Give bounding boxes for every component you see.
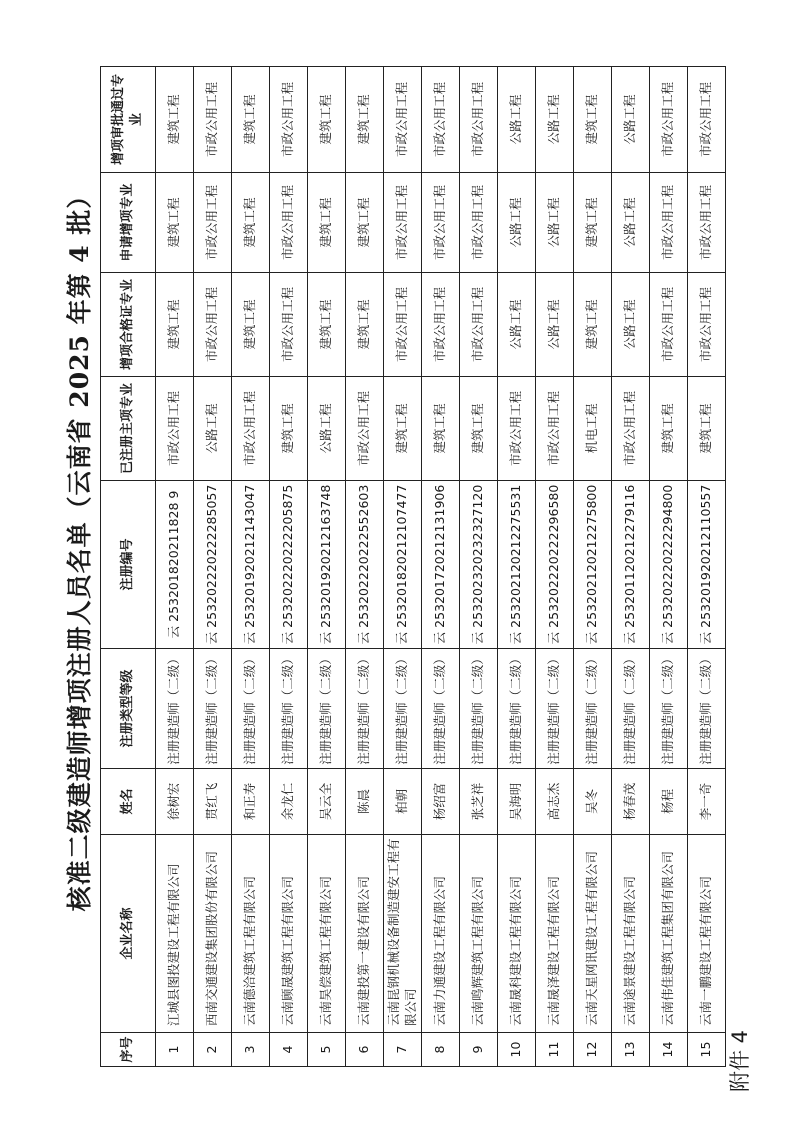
cell-company: 云南德洽建筑工程有限公司 <box>232 835 270 1033</box>
table-row <box>384 67 422 1067</box>
cell-main-major: 市政公用工程 <box>232 377 270 481</box>
cell-cert-major: 公路工程 <box>536 273 574 377</box>
cell-serial: 14 <box>650 1033 688 1067</box>
table-row <box>650 67 688 1067</box>
table-row <box>308 67 346 1067</box>
cell-name: 吴海明 <box>498 769 536 835</box>
cell-company: 云南昊偿建筑工程有限公司 <box>308 835 346 1033</box>
cell-cert-major: 公路工程 <box>612 273 650 377</box>
cell-reg-type: 注册建造师（二级） <box>688 649 726 769</box>
cell-company: 云南天星网讯建设工程有限公司 <box>574 835 612 1033</box>
cell-serial: 4 <box>270 1033 308 1067</box>
cell-cert-major: 市政公用工程 <box>422 273 460 377</box>
cell-reg-type: 注册建造师（二级） <box>194 649 232 769</box>
cell-company: 云南途景建设工程有限公司 <box>612 835 650 1033</box>
table-row <box>612 67 650 1067</box>
header-reg-number: 注册编号 <box>101 481 156 649</box>
cell-reg-type: 注册建造师（二级） <box>308 649 346 769</box>
cell-reg-type: 注册建造师（二级） <box>346 649 384 769</box>
cell-cert-major: 市政公用工程 <box>688 273 726 377</box>
cell-reg-type: 注册建造师（二级） <box>650 649 688 769</box>
cell-apply-major: 市政公用工程 <box>460 173 498 273</box>
cell-reg-type: 注册建造师（二级） <box>156 649 194 769</box>
cell-main-major: 市政公用工程 <box>498 377 536 481</box>
cell-reg-number: 云 253202220222294800 <box>650 481 688 649</box>
cell-serial: 12 <box>574 1033 612 1067</box>
cell-reg-number: 云 253202220222205875 <box>270 481 308 649</box>
cell-serial: 3 <box>232 1033 270 1067</box>
cell-approved-major: 建筑工程 <box>574 67 612 173</box>
cell-apply-major: 市政公用工程 <box>194 173 232 273</box>
cell-main-major: 公路工程 <box>194 377 232 481</box>
cell-company: 江城县图投建设工程有限公司 <box>156 835 194 1033</box>
cell-serial: 10 <box>498 1033 536 1067</box>
cell-cert-major: 建筑工程 <box>232 273 270 377</box>
cell-reg-number: 云 253201920212163748 <box>308 481 346 649</box>
cell-serial: 2 <box>194 1033 232 1067</box>
cell-cert-major: 公路工程 <box>498 273 536 377</box>
cell-approved-major: 市政公用工程 <box>422 67 460 173</box>
cell-reg-number: 云 253202120212275800 <box>574 481 612 649</box>
cell-main-major: 公路工程 <box>308 377 346 481</box>
cell-name: 陈晨 <box>346 769 384 835</box>
cell-company: 云南伟佳建筑工程集团有限公司 <box>650 835 688 1033</box>
cell-reg-type: 注册建造师（二级） <box>460 649 498 769</box>
cell-name: 杨春茂 <box>612 769 650 835</box>
cell-main-major: 市政公用工程 <box>612 377 650 481</box>
cell-serial: 7 <box>384 1033 422 1067</box>
cell-approved-major: 市政公用工程 <box>194 67 232 173</box>
cell-company: 云南昆钢机械设备制造建安工程有限公司 <box>384 835 422 1033</box>
cell-apply-major: 公路工程 <box>612 173 650 273</box>
cell-cert-major: 市政公用工程 <box>194 273 232 377</box>
cell-main-major: 建筑工程 <box>422 377 460 481</box>
cell-company: 云南一鹏建设工程有限公司 <box>688 835 726 1033</box>
table-row <box>346 67 384 1067</box>
cell-reg-type: 注册建造师（二级） <box>232 649 270 769</box>
cell-reg-type: 注册建造师（二级） <box>384 649 422 769</box>
cell-main-major: 市政公用工程 <box>156 377 194 481</box>
cell-main-major: 建筑工程 <box>460 377 498 481</box>
cell-reg-number: 云 253201120212279116 <box>612 481 650 649</box>
cell-name: 和正寿 <box>232 769 270 835</box>
cell-cert-major: 市政公用工程 <box>650 273 688 377</box>
cell-reg-number: 云 253202220222285057 <box>194 481 232 649</box>
cell-reg-number: 云 253201920212143047 <box>232 481 270 649</box>
cell-company: 云南顾晟建筑工程有限公司 <box>270 835 308 1033</box>
cell-company: 云南建投第一建设有限公司 <box>346 835 384 1033</box>
cell-apply-major: 建筑工程 <box>308 173 346 273</box>
cell-main-major: 建筑工程 <box>270 377 308 481</box>
cell-main-major: 建筑工程 <box>688 377 726 481</box>
table-row <box>688 67 726 1067</box>
cell-company: 西南交通建设集团股份有限公司 <box>194 835 232 1033</box>
page-title: 核准二级建造师增项注册人员名单（云南省 2025 年第 4 批） <box>65 182 94 912</box>
cell-main-major: 市政公用工程 <box>536 377 574 481</box>
cell-cert-major: 建筑工程 <box>156 273 194 377</box>
cell-approved-major: 建筑工程 <box>308 67 346 173</box>
cell-approved-major: 市政公用工程 <box>688 67 726 173</box>
cell-reg-type: 注册建造师（二级） <box>422 649 460 769</box>
cell-reg-number: 云 253201820212107477 <box>384 481 422 649</box>
table-row <box>460 67 498 1067</box>
cell-apply-major: 市政公用工程 <box>422 173 460 273</box>
table-header-row <box>101 67 156 1067</box>
table-row <box>574 67 612 1067</box>
header-apply-major: 申请增项专业 <box>101 173 156 273</box>
cell-approved-major: 建筑工程 <box>156 67 194 173</box>
table-row <box>270 67 308 1067</box>
header-approved-major: 增项审批通过专业 <box>101 67 156 173</box>
table-row <box>536 67 574 1067</box>
cell-approved-major: 公路工程 <box>536 67 574 173</box>
cell-serial: 13 <box>612 1033 650 1067</box>
cell-serial: 11 <box>536 1033 574 1067</box>
cell-name: 贯红飞 <box>194 769 232 835</box>
cell-reg-number: 云 253202120212275531 <box>498 481 536 649</box>
cell-apply-major: 建筑工程 <box>346 173 384 273</box>
cell-name: 余龙仁 <box>270 769 308 835</box>
cell-reg-type: 注册建造师（二级） <box>612 649 650 769</box>
attachment-label: 附件 4 <box>728 1029 752 1092</box>
cell-approved-major: 市政公用工程 <box>270 67 308 173</box>
header-serial: 序号 <box>101 1033 156 1067</box>
cell-serial: 6 <box>346 1033 384 1067</box>
cell-approved-major: 市政公用工程 <box>650 67 688 173</box>
cell-reg-number: 云 253202220222296580 <box>536 481 574 649</box>
cell-name: 杨绍富 <box>422 769 460 835</box>
cell-serial: 15 <box>688 1033 726 1067</box>
cell-company: 云南晟泽建设工程有限公司 <box>536 835 574 1033</box>
header-name: 姓名 <box>101 769 156 835</box>
cell-main-major: 建筑工程 <box>650 377 688 481</box>
cell-main-major: 机电工程 <box>574 377 612 481</box>
cell-apply-major: 公路工程 <box>536 173 574 273</box>
cell-apply-major: 市政公用工程 <box>688 173 726 273</box>
cell-reg-number: 云 253202220222552603 <box>346 481 384 649</box>
cell-name: 杨程 <box>650 769 688 835</box>
table-row <box>194 67 232 1067</box>
cell-reg-type: 注册建造师（二级） <box>536 649 574 769</box>
cell-main-major: 市政公用工程 <box>346 377 384 481</box>
cell-apply-major: 建筑工程 <box>232 173 270 273</box>
cell-name: 吴云全 <box>308 769 346 835</box>
cell-reg-type: 注册建造师（二级） <box>574 649 612 769</box>
registration-table <box>100 66 726 1067</box>
cell-cert-major: 建筑工程 <box>346 273 384 377</box>
cell-apply-major: 建筑工程 <box>574 173 612 273</box>
cell-name: 徐树宏 <box>156 769 194 835</box>
cell-serial: 9 <box>460 1033 498 1067</box>
cell-apply-major: 市政公用工程 <box>270 173 308 273</box>
cell-cert-major: 市政公用工程 <box>460 273 498 377</box>
cell-approved-major: 公路工程 <box>612 67 650 173</box>
cell-name: 高志杰 <box>536 769 574 835</box>
cell-reg-type: 注册建造师（二级） <box>498 649 536 769</box>
cell-apply-major: 建筑工程 <box>156 173 194 273</box>
header-reg-type: 注册类型等级 <box>101 649 156 769</box>
header-main-major: 已注册主项专业 <box>101 377 156 481</box>
cell-cert-major: 市政公用工程 <box>384 273 422 377</box>
cell-name: 柏朝 <box>384 769 422 835</box>
cell-serial: 1 <box>156 1033 194 1067</box>
table-body <box>156 67 726 1067</box>
cell-serial: 8 <box>422 1033 460 1067</box>
cell-reg-number: 云 253201820211828 9 <box>156 481 194 649</box>
cell-reg-type: 注册建造师（二级） <box>270 649 308 769</box>
cell-approved-major: 市政公用工程 <box>460 67 498 173</box>
cell-company: 云南晟科建设工程有限公司 <box>498 835 536 1033</box>
cell-reg-number: 云 253201920212110557 <box>688 481 726 649</box>
cell-name: 张芝祥 <box>460 769 498 835</box>
cell-approved-major: 建筑工程 <box>232 67 270 173</box>
cell-reg-number: 云 253201720212131906 <box>422 481 460 649</box>
cell-name: 吴冬 <box>574 769 612 835</box>
table-row <box>156 67 194 1067</box>
cell-approved-major: 建筑工程 <box>346 67 384 173</box>
cell-cert-major: 建筑工程 <box>308 273 346 377</box>
table-row <box>422 67 460 1067</box>
cell-name: 李一奇 <box>688 769 726 835</box>
cell-apply-major: 市政公用工程 <box>384 173 422 273</box>
header-company: 企业名称 <box>101 835 156 1033</box>
cell-apply-major: 公路工程 <box>498 173 536 273</box>
cell-approved-major: 市政公用工程 <box>384 67 422 173</box>
cell-company: 云南鸣辉建筑工程有限公司 <box>460 835 498 1033</box>
cell-cert-major: 市政公用工程 <box>270 273 308 377</box>
cell-apply-major: 市政公用工程 <box>650 173 688 273</box>
table-row <box>232 67 270 1067</box>
cell-approved-major: 公路工程 <box>498 67 536 173</box>
table-row <box>498 67 536 1067</box>
cell-cert-major: 建筑工程 <box>574 273 612 377</box>
header-cert-major: 增项合格证专业 <box>101 273 156 377</box>
cell-reg-number: 云 253202320232327120 <box>460 481 498 649</box>
cell-main-major: 建筑工程 <box>384 377 422 481</box>
cell-serial: 5 <box>308 1033 346 1067</box>
cell-company: 云南力通建设工程有限公司 <box>422 835 460 1033</box>
